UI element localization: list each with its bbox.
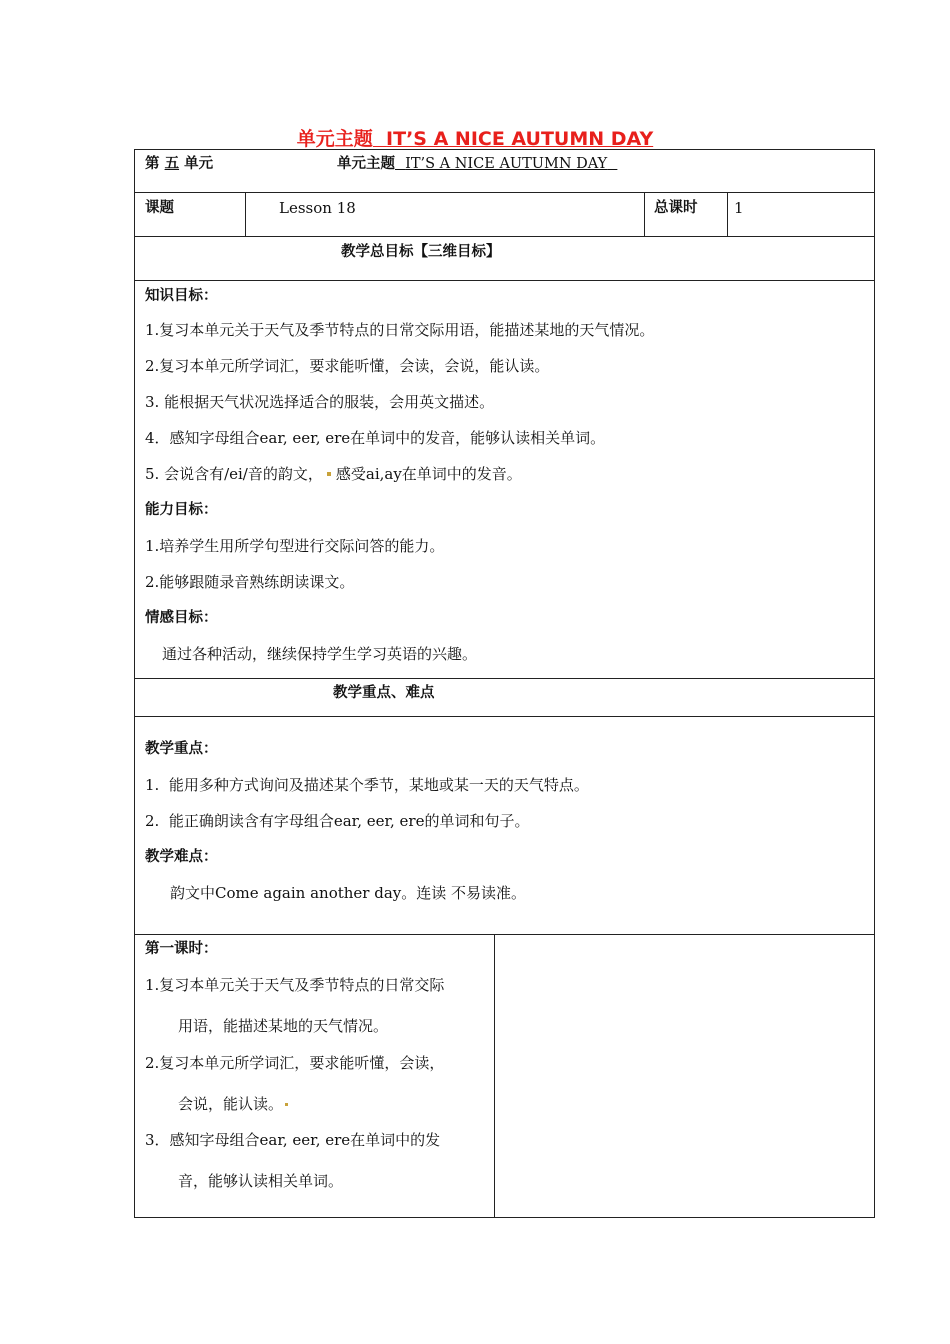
- marker-dot: [285, 1103, 288, 1106]
- row-divider: [134, 236, 875, 237]
- hours-label: 总课时: [654, 200, 698, 216]
- row-divider: [134, 716, 875, 717]
- unit-label: 第 五 单元: [145, 156, 214, 172]
- ability-label: 能力目标：: [145, 502, 218, 518]
- knowledge-item: 1.复习本单元关于天气及季节特点的日常交际用语，能描述某地的天气情况。: [145, 321, 655, 339]
- knowledge-item: 3. 能根据天气状况选择适合的服装，会用英文描述。: [145, 393, 495, 411]
- row-divider: [134, 678, 875, 679]
- page-title-text: IT’S A NICE AUTUMN DAY: [386, 128, 654, 150]
- first-period-line: 会说，能认读。: [178, 1094, 293, 1114]
- topic-label: 课题: [145, 200, 174, 216]
- first-period-line: 1.复习本单元关于天气及季节特点的日常交际: [145, 976, 445, 994]
- key-points-heading: 教学重点、难点: [333, 685, 435, 701]
- first-period-line: 2.复习本单元所学词汇，要求能听懂，会读，: [145, 1054, 445, 1072]
- knowledge-item: 2.复习本单元所学词汇，要求能听懂，会读，会说，能认读。: [145, 357, 550, 375]
- page-title: [0, 124, 950, 151]
- row-divider: [134, 934, 875, 935]
- ability-item: 2.能够跟随录音熟练朗读课文。: [145, 573, 355, 591]
- column-divider: [727, 192, 728, 236]
- first-period-line: 用语，能描述某地的天气情况。: [178, 1017, 389, 1035]
- knowledge-item: 4．感知字母组合ear, eer, ere在单词中的发音，能够认读相关单词。: [145, 429, 606, 447]
- goals-heading: 教学总目标【三维目标】: [341, 244, 501, 260]
- unit-theme-text: IT’S A NICE AUTUMN DAY: [405, 156, 608, 172]
- focus-item: 1. 能用多种方式询问及描述某个季节，某地或某一天的天气特点。: [145, 776, 589, 794]
- emotion-label: 情感目标：: [145, 610, 218, 626]
- row-divider: [134, 280, 875, 281]
- focus-item: 2. 能正确朗读含有字母组合ear, eer, ere的单词和句子。: [145, 812, 530, 830]
- first-period-line: 3．感知字母组合ear, eer, ere在单词中的发: [145, 1131, 441, 1149]
- first-period-line: 音，能够认读相关单词。: [178, 1172, 344, 1190]
- first-period-label: 第一课时：: [145, 941, 218, 957]
- difficulty-item: 韵文中Come again another day。连读 不易读准。: [170, 884, 527, 902]
- column-divider: [494, 934, 495, 1218]
- knowledge-item: 5. 会说含有/ei/音的韵文， 感受ai,ay在单词中的发音。: [145, 465, 522, 483]
- column-divider: [245, 192, 246, 236]
- difficulty-label: 教学难点：: [145, 849, 218, 865]
- unit-theme: 单元主题 IT’S A NICE AUTUMN DAY: [337, 156, 608, 172]
- focus-label: 教学重点：: [145, 741, 218, 757]
- page-title-prefix: 单元主题: [296, 128, 373, 150]
- emotion-item: 通过各种活动，继续保持学生学习英语的兴趣。: [162, 645, 478, 663]
- unit-number: 五: [164, 156, 180, 172]
- marker-dot: [327, 472, 331, 476]
- hours-value: 1: [734, 199, 744, 217]
- ability-item: 1.培养学生用所学句型进行交际问答的能力。: [145, 537, 445, 555]
- knowledge-label: 知识目标：: [145, 288, 218, 304]
- column-divider: [644, 192, 645, 236]
- topic-value: Lesson 18: [279, 199, 356, 217]
